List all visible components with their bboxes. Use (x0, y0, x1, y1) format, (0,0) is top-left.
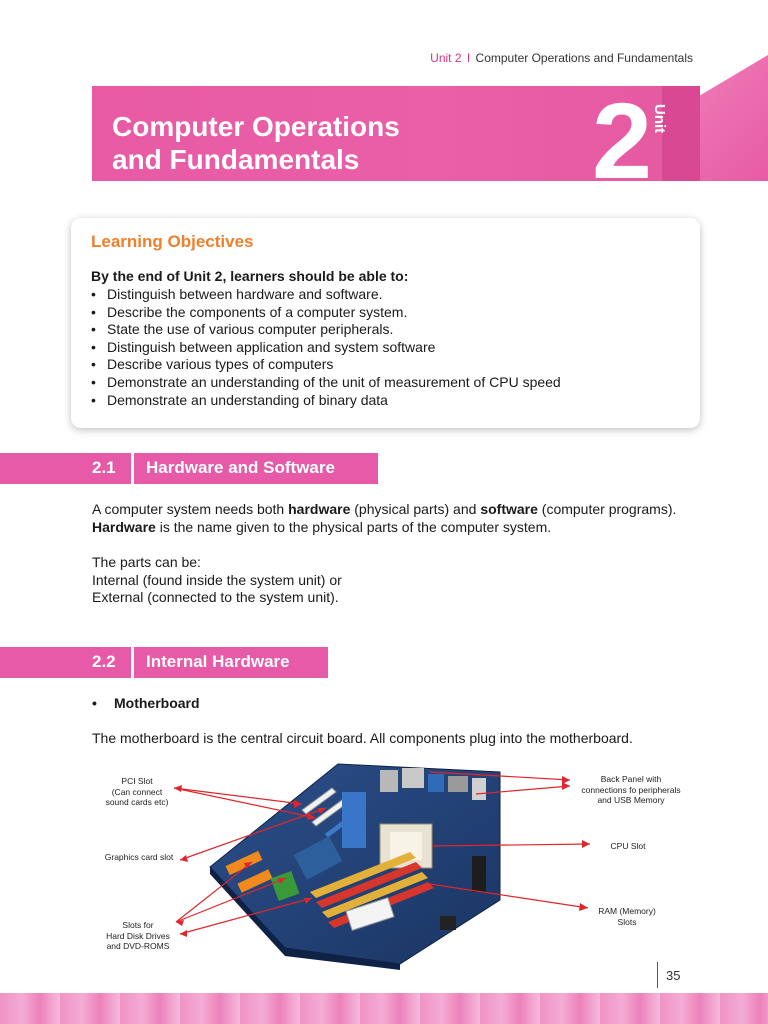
section-2-2-number: 2.2 (92, 652, 116, 671)
running-head-separator: I (466, 51, 471, 65)
section-2-2-divider (131, 647, 134, 678)
objective-item: • Describe various types of computers (91, 356, 561, 374)
motherboard-paragraph: The motherboard is the central circuit board. All components plug into the motherboard. (92, 730, 633, 746)
parts-line-3: External (connected to the system unit). (92, 589, 339, 606)
parts-line-2: Internal (found inside the system unit) or (92, 571, 342, 588)
callout-graphics-slot: Graphics card slot (104, 852, 174, 862)
running-head-unit: Unit 2 (430, 51, 462, 65)
learning-objectives-box (71, 218, 700, 428)
motherboard-bullet: • Motherboard (92, 695, 200, 711)
footer-band (0, 993, 768, 1024)
objective-item: • Distinguish between application and system software (91, 339, 561, 357)
unit-title-line-2: and Fundamentals (112, 144, 360, 175)
section-2-1-number: 2.1 (92, 458, 116, 477)
objective-item: • Describe the components of a computer system. (91, 304, 561, 322)
unit-title-line-1: Computer Operations (112, 111, 400, 142)
unit-tab (662, 86, 700, 181)
parts-line-1: The parts can be: (92, 554, 201, 570)
heatsink (342, 792, 366, 848)
parts-paragraph (92, 554, 712, 607)
objective-item: • Demonstrate an understanding of binary data (91, 392, 561, 410)
running-head-title: Computer Operations and Fundamentals (475, 51, 693, 65)
hw-sw-line-1: A computer system needs both hardware (physical parts) and software (computer programs). (92, 501, 677, 517)
unit-number: 2 (592, 80, 653, 201)
objectives-heading: Learning Objectives (91, 232, 254, 251)
unit-tab-fold (700, 55, 768, 181)
page-number-rule (657, 962, 658, 988)
objectives-intro: By the end of Unit 2, learners should be able to: (91, 268, 409, 284)
callout-cpu-slot: CPU Slot (610, 841, 646, 851)
section-2-1-title: Hardware and Software (146, 458, 335, 477)
objective-item: • State the use of various computer peripherals. (91, 321, 561, 339)
section-2-1-divider (131, 453, 134, 484)
callout-back-panel: Back Panel with connections fo peripherals and USB Memory (581, 774, 681, 805)
callout-ram-slots: RAM (Memory) Slots (598, 906, 656, 927)
callout-hdd-slots: Slots for Hard Disk Drives and DVD-ROMS (106, 920, 170, 951)
objectives-list (91, 286, 561, 409)
motherboard-bullet-label: Motherboard (114, 695, 200, 711)
page-number: 35 (666, 968, 681, 983)
unit-word: Unit (651, 104, 668, 134)
back-panel-connector (380, 770, 398, 792)
running-head (430, 51, 693, 65)
motherboard-figure (80, 752, 700, 970)
objective-item: • Distinguish between hardware and software. (91, 286, 561, 304)
hw-sw-line-2: Hardware is the name given to the physical parts of the computer system. (92, 518, 552, 535)
section-2-2-title: Internal Hardware (146, 652, 290, 671)
objective-item: • Demonstrate an understanding of the unit of measurement of CPU speed (91, 374, 561, 392)
hw-sw-paragraph (92, 501, 712, 536)
unit-title (112, 110, 400, 176)
callout-pci-slot: PCI Slot (Can connect sound cards etc) (105, 776, 169, 807)
